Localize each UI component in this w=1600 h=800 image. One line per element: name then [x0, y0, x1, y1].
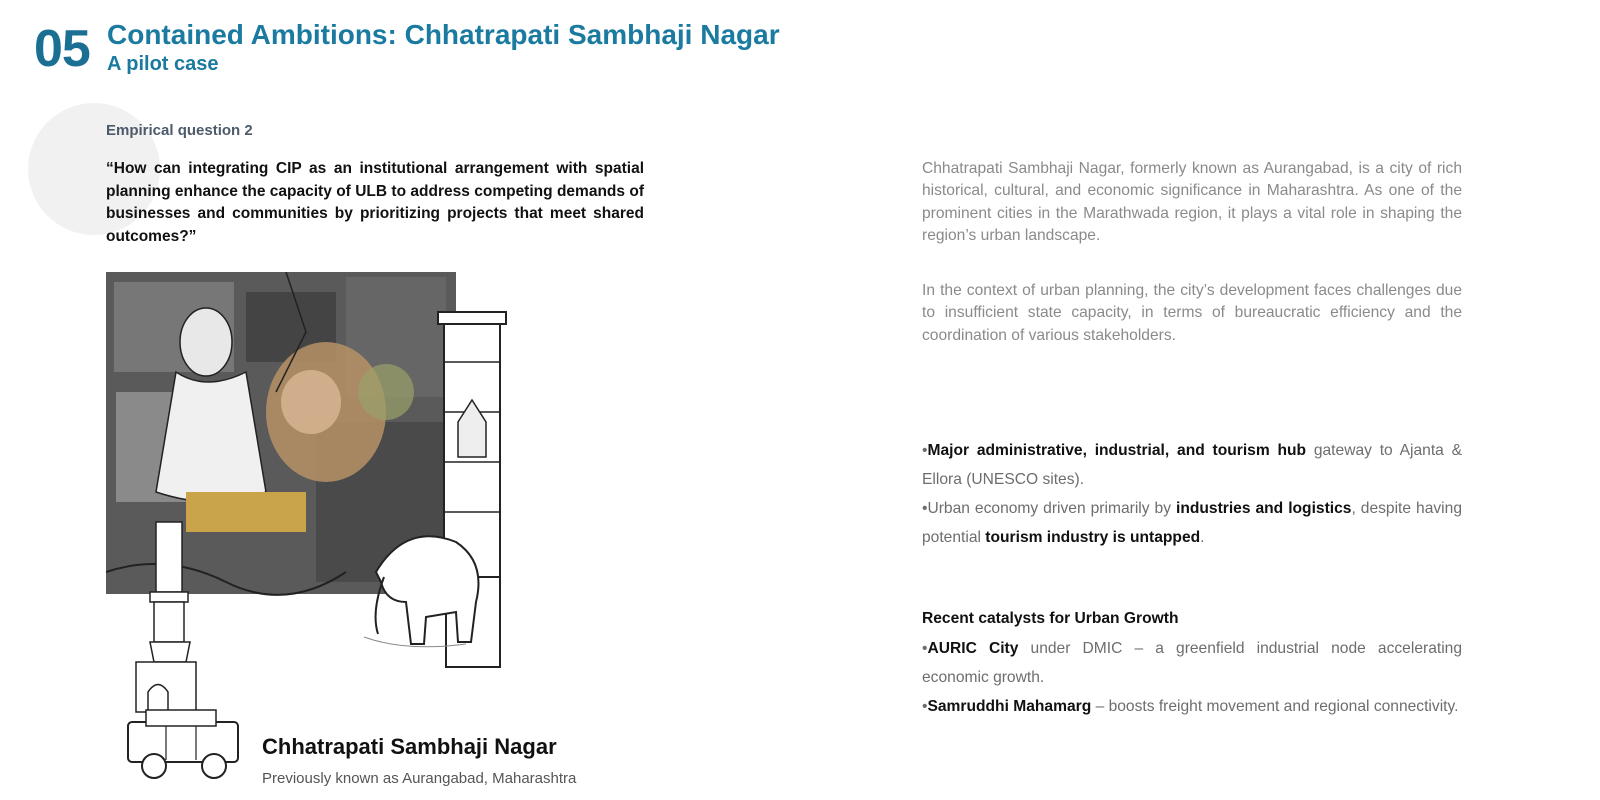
highlight-text: gateway to Ajanta & Ellora (UNESCO sites). — [922, 442, 1463, 488]
highlights-list — [922, 436, 1462, 552]
catalyst-text: – boosts freight movement and regional connectivity. — [1091, 698, 1459, 715]
illustration-caption-title: Chhatrapati Sambhaji Nagar — [262, 734, 557, 759]
city-heritage-illustration — [106, 272, 526, 794]
highlight-bold-text: and tourism hub — [1177, 442, 1307, 459]
description-paragraph-2: In the context of urban planning, the city’s development faces challenges due to insufficient state capacity, in terms of bureaucratic efficiency and the coordination of various stakeholders. — [922, 282, 1462, 344]
catalysts-heading: Recent catalysts for Urban Growth — [922, 610, 1179, 627]
highlight-bold-text: industrial — [1094, 442, 1165, 459]
bullet-marker: • — [922, 442, 928, 459]
catalyst-bold-text: AURIC City — [927, 640, 1019, 657]
catalyst-bullet-1 — [922, 634, 1462, 692]
highlight-bullet-1 — [922, 436, 1462, 494]
page-subtitle: A pilot case — [107, 53, 219, 75]
section-number: 05 — [34, 20, 90, 78]
description-paragraph-1: Chhatrapati Sambhaji Nagar, formerly known as Aurangabad, is a city of rich historical, cultural, and economic significance in Maharashtra. As one of the prominent cities in the Marathwada region, it plays a vital role in shaping the region’s urban landscape. — [922, 160, 1462, 244]
catalyst-text: under DMIC – a greenfield industrial node accelerating economic growth. — [922, 640, 1463, 686]
highlight-text: . — [1200, 529, 1205, 546]
catalyst-bold-text: Samruddhi Mahamarg — [927, 698, 1092, 715]
highlight-bold-text: industries and logistics — [1175, 500, 1352, 517]
highlight-separator: , — [1164, 442, 1178, 459]
bullet-marker: • — [922, 500, 928, 517]
empirical-question-text: “How can integrating CIP as an institutional arrangement with spatial planning enhance the capacity of ULB to address competing demands of businesses and communities by prioritizing projects that meet shared outcomes?” — [106, 160, 644, 245]
bullet-marker: • — [922, 698, 928, 715]
catalyst-bullet-2 — [922, 692, 1462, 721]
highlight-bold-text: tourism industry is untapped — [985, 529, 1201, 546]
page-title: Contained Ambitions: Chhatrapati Sambhaji Nagar — [107, 19, 780, 50]
bullet-marker: • — [922, 640, 928, 657]
highlight-text: , despite having potential — [922, 500, 1462, 546]
highlight-bold-text: Major administrative — [927, 442, 1083, 459]
highlight-bullet-2 — [922, 494, 1462, 552]
highlight-text: Urban economy driven primarily by — [927, 500, 1176, 517]
empirical-question-label: Empirical question 2 — [106, 122, 253, 139]
catalysts-section — [922, 604, 1462, 721]
illustration-caption-subtitle: Previously known as Aurangabad, Maharashtra — [262, 770, 577, 787]
highlight-separator: , — [1082, 442, 1095, 459]
